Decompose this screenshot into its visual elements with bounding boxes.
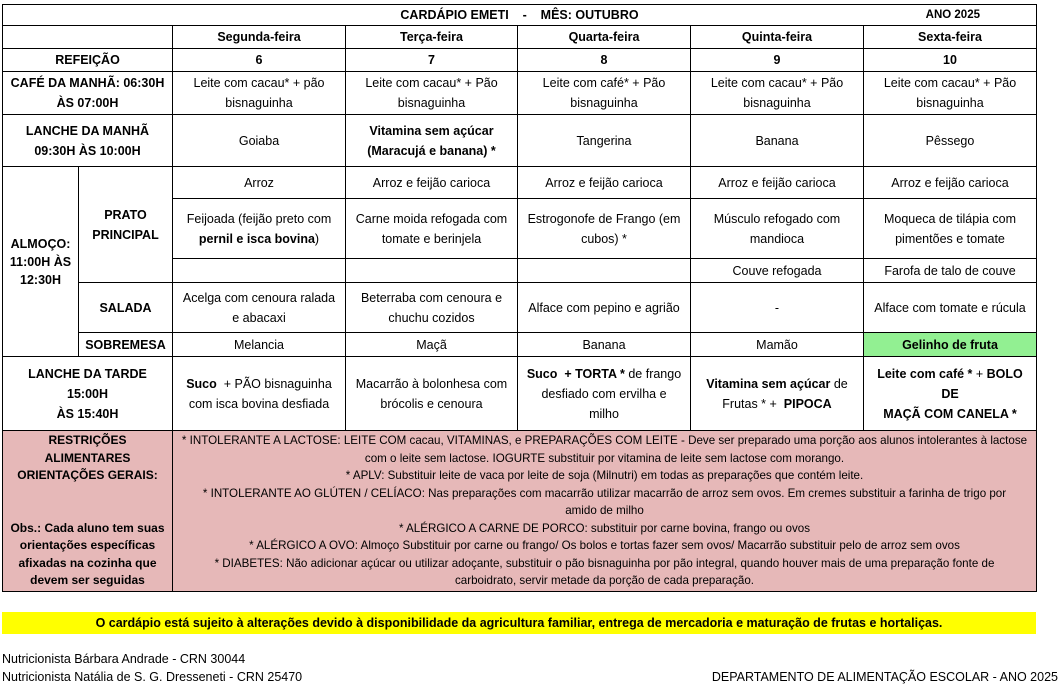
cafe-mon: Leite com cacau* + pão bisnaguinha — [173, 72, 346, 115]
lanche-tarde-thu: Vitamina sem açúcar de Frutas * + PIPOCA — [691, 357, 864, 431]
sobremesa-wed: Banana — [518, 333, 691, 357]
cafe-thu: Leite com cacau* + Pão bisnaguinha — [691, 72, 864, 115]
sobremesa-tue: Maçã — [346, 333, 518, 357]
arroz-wed: Arroz e feijão carioca — [518, 167, 691, 199]
note-line: * DIABETES: Não adicionar açúcar ou utilizar adoçante, substituir o pão bisnaguinha por pão integral, quando houver mais de uma preparação fonte de — [214, 556, 995, 570]
cafe-wed: Leite com café* + Pão bisnaguinha — [518, 72, 691, 115]
lanche-tarde-tue: Macarrão à bolonhesa com brócolis e cenoura — [346, 357, 518, 431]
day-date-wed: 8 — [518, 49, 691, 72]
prato-fri: Moqueca de tilápia com pimentões e tomate — [864, 199, 1037, 259]
note-line: * INTOLERANTE AO GLÚTEN / CELÍACO: Nas preparações com macarrão utilizar macarrão de arroz sem ovos. Em cremes substituir a farinha de trigo por — [202, 486, 1007, 500]
extra-mon — [173, 259, 346, 283]
prato-thu: Músculo refogado com mandioca — [691, 199, 864, 259]
lanche-tarde-mon: Suco + PÃO bisnaguinha com isca bovina desfiada — [173, 357, 346, 431]
footer-department: DEPARTAMENTO DE ALIMENTAÇÃO ESCOLAR - ANO 2025 — [711, 670, 1058, 684]
day-name-fri: Sexta-feira — [864, 26, 1037, 49]
lanche-manha-tue: Vitamina sem açúcar (Maracujá e banana) * — [346, 115, 518, 167]
sobremesa-fri: Gelinho de fruta — [864, 333, 1037, 357]
arroz-tue: Arroz e feijão carioca — [346, 167, 518, 199]
lanche-manha-fri: Pêssego — [864, 115, 1037, 167]
day-name-tue: Terça-feira — [346, 26, 518, 49]
note-line: amido de milho — [565, 504, 644, 517]
cafe-tue: Leite com cacau* + Pão bisnaguinha — [346, 72, 518, 115]
corner-cell — [3, 26, 173, 49]
extra-tue — [346, 259, 518, 283]
arroz-thu: Arroz e feijão carioca — [691, 167, 864, 199]
lanche-tarde-wed: Suco + TORTA * de frango desfiado com ervilha e milho — [518, 357, 691, 431]
day-name-mon: Segunda-feira — [173, 26, 346, 49]
prato-tue: Carne moida refogada com tomate e berinjela — [346, 199, 518, 259]
note-line: * INTOLERANTE A LACTOSE: LEITE COM cacau, VITAMINAS, e PREPARAÇÕES COM LEITE - Deve ser preparado uma porção aos alunos intolerantes à lactose — [181, 434, 1028, 447]
lanche-manha-wed: Tangerina — [518, 115, 691, 167]
day-date-fri: 10 — [864, 49, 1037, 72]
extra-fri: Farofa de talo de couve — [864, 259, 1037, 283]
footer-nutritionists — [2, 650, 302, 686]
salada-label: SALADA — [79, 283, 173, 333]
menu-table — [2, 4, 1037, 592]
title-row — [3, 5, 1037, 26]
salada-wed: Alface com pepino e agrião — [518, 283, 691, 333]
extra-thu: Couve refogada — [691, 259, 864, 283]
day-date-tue: 7 — [346, 49, 518, 72]
nutritionist-1: Nutricionista Bárbara Andrade - CRN 30044 — [2, 652, 246, 666]
lanche-manha-mon: Goiaba — [173, 115, 346, 167]
menu-title: CARDÁPIO EMETI - MÊS: OUTUBRO — [400, 8, 639, 22]
note-line: * ALÉRGICO A OVO: Almoço Substituir por carne ou frango/ Os bolos e tortas fazer sem ovos/ Macarrão substituir pelo de arroz sem ovos — [249, 539, 960, 552]
extra-wed — [518, 259, 691, 283]
lanche-tarde-label: LANCHE DA TARDE 15:00H ÀS 15:40H — [3, 357, 173, 431]
day-name-thu: Quinta-feira — [691, 26, 864, 49]
day-date-thu: 9 — [691, 49, 864, 72]
note-line: carboidrato, servir metade da porção de cada preparação. — [454, 574, 755, 587]
day-date-mon: 6 — [173, 49, 346, 72]
note-line: com o leite sem lactose. IOGURTE substituir por vitamina de leite sem lactose com morango. — [364, 451, 845, 465]
note-line: * ALÉRGICO A CARNE DE PORCO: substituir por carne bovina, frango ou ovos — [398, 521, 811, 535]
lanche-tarde-fri: Leite com café * + BOLO DE MAÇÃ COM CANELA * — [864, 357, 1037, 431]
arroz-mon: Arroz — [173, 167, 346, 199]
menu-year: ANO 2025 — [925, 9, 980, 21]
cafe-label: CAFÉ DA MANHÃ: 06:30H ÀS 07:00H — [3, 72, 173, 115]
sobremesa-label: SOBREMESA — [79, 333, 173, 357]
lanche-manha-label: LANCHE DA MANHÃ 09:30H ÀS 10:00H — [3, 115, 173, 167]
note-line: * APLV: Substituir leite de vaca por leite de soja (Milnutri) em todas as preparações que contém leite. — [345, 469, 864, 482]
salada-fri: Alface com tomate e rúcula — [864, 283, 1037, 333]
restricoes-notes — [173, 431, 1037, 592]
salada-mon: Acelga com cenoura ralada e abacaxi — [173, 283, 346, 333]
cafe-fri: Leite com cacau* + Pão bisnaguinha — [864, 72, 1037, 115]
nutritionist-2: Nutricionista Natália de S. G. Dresseneti - CRN 25470 — [2, 670, 303, 684]
salada-tue: Beterraba com cenoura e chuchu cozidos — [346, 283, 518, 333]
refeicao-header: REFEIÇÃO — [3, 49, 173, 72]
salada-thu: - — [691, 283, 864, 333]
day-name-wed: Quarta-feira — [518, 26, 691, 49]
prato-principal-label: PRATO PRINCIPAL — [79, 167, 173, 283]
sobremesa-mon: Melancia — [173, 333, 346, 357]
sobremesa-thu: Mamão — [691, 333, 864, 357]
lanche-manha-thu: Banana — [691, 115, 864, 167]
prato-mon: Feijoada (feijão preto com pernil e isca bovina) — [173, 199, 346, 259]
restricoes-label: RESTRIÇÕES ALIMENTARES ORIENTAÇÕES GERAIS: Obs.: Cada aluno tem suas orientações específicas afixadas na cozinha que devem ser seguidas — [3, 431, 173, 592]
prato-wed: Estrogonofe de Frango (em cubos) * — [518, 199, 691, 259]
disclaimer-banner: O cardápio está sujeito à alterações devido à disponibilidade da agricultura familiar, entrega de mercadoria e maturação de frutas e hortaliças. — [2, 612, 1036, 634]
arroz-fri: Arroz e feijão carioca — [864, 167, 1037, 199]
almoco-label: ALMOÇO: 11:00H ÀS 12:30H — [3, 167, 79, 357]
